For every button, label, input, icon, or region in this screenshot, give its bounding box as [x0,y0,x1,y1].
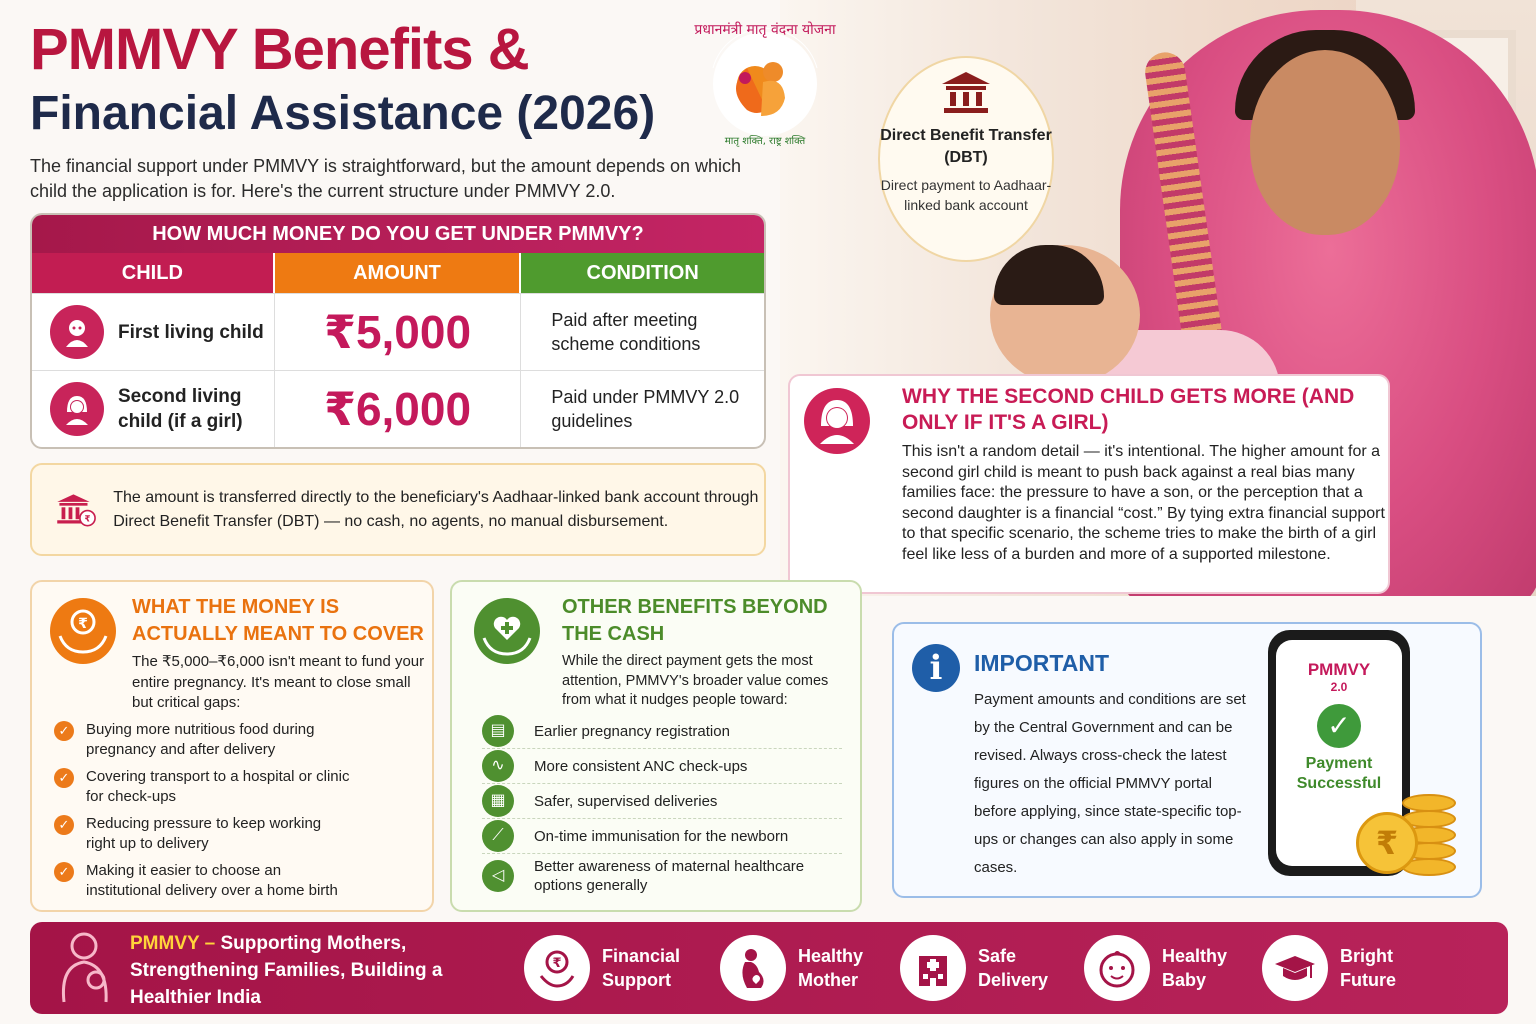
list-item: ✓ Reducing pressure to keep working right up to delivery [54,814,354,854]
check-icon: ✓ [54,815,74,835]
list-item: ◁ Better awareness of maternal healthcare options generally [482,854,842,898]
baby-icon [50,305,104,359]
logo-tagline: मातृ शक्ति, राष्ट्र शक्ति [724,136,806,147]
heart-hands-icon [472,596,542,666]
dbt-bubble [878,56,1054,262]
footer-item-healthy-mother [720,934,868,1002]
footer-item-label: Financial Support [602,946,681,990]
money-table-columns [32,253,764,293]
footer-item-safe-delivery [900,934,1048,1002]
rupee-coin-icon: ₹ [1356,812,1418,874]
table-row [32,293,764,370]
footer-item-label: Healthy Mother [798,946,864,990]
money-table [30,213,766,449]
why-body: This isn't a random detail — it's intentional. The higher amount for a second girl child is meant to push back against a real bias many families face: the pressure to have a son, or the perception that a second daughter is a financial “cost.” By tying extra financial support to that specific scenario, the scheme tries to make the birth of a girl feel like less of a burden and more of a supported milestone. [902,443,1385,563]
footer-item-bright-future [1262,934,1410,1002]
svg-text:₹: ₹ [552,956,562,971]
phone-brand: PMMVY [1307,660,1371,679]
footer-item-label: Safe Delivery [978,946,1049,990]
other-heading: OTHER BENEFITS BEYOND THE CASH [562,596,828,645]
hospital-icon: ▦ [482,785,514,817]
dbt-title: Direct Benefit Transfer (DBT) [880,127,1052,166]
footer-item-healthy-baby [1084,934,1232,1002]
why-second-child-box [788,374,1390,594]
important-heading: IMPORTANT [974,650,1110,676]
footer-banner [30,922,1508,1014]
list-item: ▦ Safer, supervised deliveries [482,784,842,819]
pregnant-mother-icon [720,935,786,1001]
info-icon: i [912,644,960,692]
stethoscope-icon: ∿ [482,750,514,782]
rupee-hand-icon [524,935,590,1001]
col-header-condition: CONDITION [521,253,764,293]
dbt-note [30,463,766,556]
page-title-line2: Financial Assistance (2026) [30,87,656,140]
check-icon: ✓ [54,721,74,741]
cover-heading: WHAT THE MONEY IS ACTUALLY MEANT TO COVER [132,596,424,645]
syringe-icon: ⟋ [482,820,514,852]
col-header-amount: AMOUNT [275,253,522,293]
check-icon: ✓ [54,862,74,882]
list-item: ▤ Earlier pregnancy registration [482,714,842,749]
hospital-icon [900,935,966,1001]
other-body: While the direct payment gets the most attention, PMMVY's broader value comes from what it nudges people toward: [562,653,829,708]
graduation-cap-icon [1262,935,1328,1001]
money-cover-box [30,580,434,912]
phone-version: 2.0 [1330,680,1348,694]
table-row [32,370,764,447]
svg-text:₹: ₹ [78,616,88,632]
rupee-hands-icon [48,596,118,666]
footer-item-label: Bright Future [1340,946,1396,990]
condition-text: Paid after meeting scheme conditions [551,310,701,354]
list-item: ✓ Buying more nutritious food during pregnancy and after delivery [54,720,354,760]
pmmvy-logo [685,12,845,152]
page-title-line1: PMMVY Benefits & [30,17,529,82]
svg-text:₹: ₹ [84,513,91,524]
amount-value: ₹6,000 [323,383,472,435]
important-body: Payment amounts and conditions are set by the Central Government and can be revised. Always cross-check the latest figures on the official PMMVY portal before applying, since state-specific top-ups or changes can also apply in some cases. [974,691,1246,876]
megaphone-icon: ◁ [482,860,514,892]
child-label: First living child [118,321,264,343]
list-item: ✓ Making it easier to choose an institutional delivery over a home birth [54,861,354,901]
footer-tagline: PMMVY – Supporting Mothers, Strengthening Families, Building a Healthier India [130,933,443,1008]
baby-face-icon [1084,935,1150,1001]
logo-arc-text: प्रधानमंत्री मातृ वंदना योजना [694,22,836,38]
list-item: ⟋ On-time immunisation for the newborn [482,819,842,854]
col-header-child: CHILD [32,253,275,293]
why-heading: WHY THE SECOND CHILD GETS MORE (AND ONLY IF IT'S A GIRL) [902,385,1355,434]
bank-icon [940,70,992,114]
important-box [892,622,1482,898]
mother-baby-icon [50,930,130,1006]
check-icon: ✓ [1317,704,1361,748]
money-table-heading: HOW MUCH MONEY DO YOU GET UNDER PMMVY? [32,215,764,253]
clipboard-icon: ▤ [482,715,514,747]
child-label: Second living child (if a girl) [118,386,243,432]
other-benefits-box [450,580,862,912]
amount-value: ₹5,000 [323,306,472,358]
list-item: ✓ Covering transport to a hospital or clinic for check-ups [54,767,354,807]
dbt-note-text: The amount is transferred directly to the beneficiary's Aadhaar-linked bank account through Direct Benefit Transfer (DBT) — no cash, no agents, no manual disbursement. [113,488,759,530]
bank-rupee-icon [54,477,97,543]
dbt-subtitle: Direct payment to Aadhaar-linked bank account [880,177,1052,213]
girl-icon [804,388,870,454]
girl-icon [50,382,104,436]
cover-list [54,720,354,908]
condition-text: Paid under PMMVY 2.0 guidelines [551,387,740,431]
footer-item-financial-support [524,934,682,1002]
check-icon: ✓ [54,768,74,788]
footer-item-label: Healthy Baby [1162,946,1228,990]
intro-text: The financial support under PMMVY is straightforward, but the amount depends on which child the application is for. Here's the current structure under PMMVY 2.0. [30,156,742,201]
cover-body: The ₹5,000–₹6,000 isn't meant to fund your entire pregnancy. It's meant to close small but critical gaps: [132,653,425,711]
list-item: ∿ More consistent ANC check-ups [482,749,842,784]
payment-status: Payment Successful [1296,755,1382,792]
